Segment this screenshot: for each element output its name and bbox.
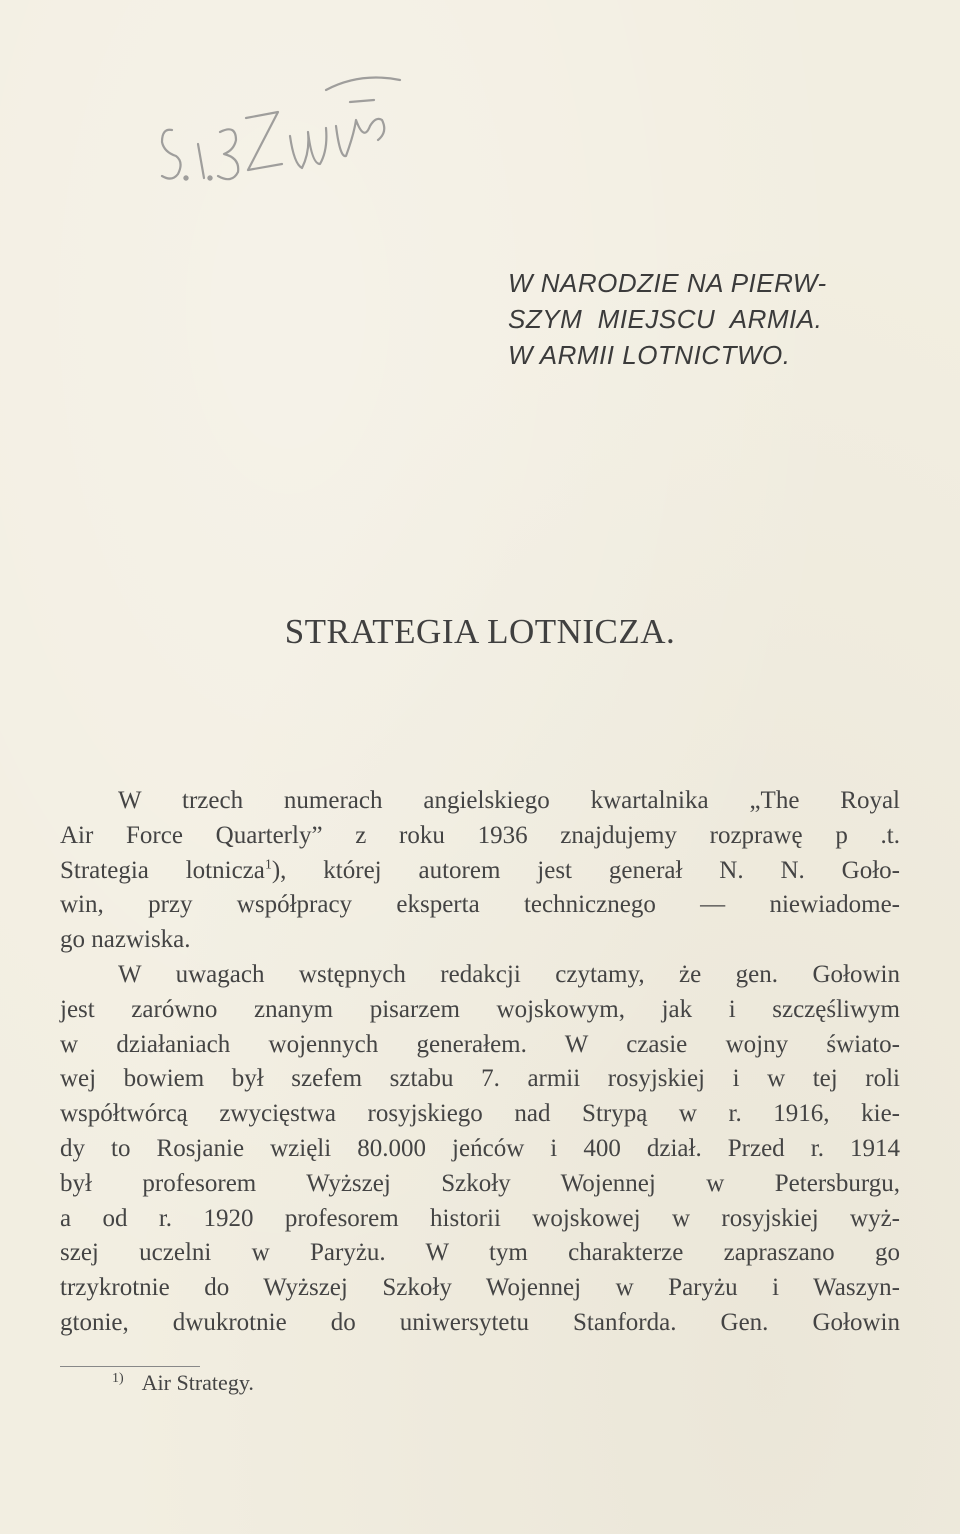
text-fragment: Strategia lotnicza <box>60 856 265 884</box>
chapter-title: STRATEGIA LOTNICZA. <box>284 612 676 651</box>
footnote-marker: 1) <box>112 1370 124 1386</box>
text-line: W trzech numerach angielskiego kwartalnika „The Royal <box>118 787 900 814</box>
text-line: gtonie, dwukrotnie do uniwersytetu Stanforda. Gen. Gołowin <box>60 1308 900 1336</box>
text-line: win, przy współpracy eksperta technicznego — niewiadome- <box>60 891 900 919</box>
paragraph <box>60 958 900 1341</box>
text-line: Air Force Quarterly” z roku 1936 znajdujemy rozprawę p .t. <box>60 821 900 849</box>
text-line: wej bowiem był szefem sztabu 7. armii rosyjskiej i w tej roli <box>60 1065 900 1093</box>
handwritten-annotation <box>150 60 410 200</box>
text-line: go nazwiska. <box>60 926 191 954</box>
footnote <box>112 1370 254 1396</box>
text-line: trzykrotnie do Wyższej Szkoły Wojennej w Paryżu i Waszyn- <box>60 1274 900 1302</box>
epigraph-line: W ARMII LOTNICTWO. <box>508 340 791 370</box>
text-line: szej uczelni w Paryżu. W tym charakterze zapraszano go <box>60 1239 900 1267</box>
footnote-reference: 1 <box>264 857 272 873</box>
text-line: a od r. 1920 profesorem historii wojskowej w rosyjskiej wyż- <box>60 1204 900 1232</box>
text-line: dy to Rosjanie wzięli 80.000 jeńców i 400 dział. Przed r. 1914 <box>60 1134 900 1162</box>
text-line: w działaniach wojennych generałem. W czasie wojny świato- <box>60 1030 900 1058</box>
paragraph <box>60 784 900 958</box>
epigraph-line: SZYM MIEJSCU ARMIA. <box>508 304 823 334</box>
text-line: współtwórcą zwycięstwa rosyjskiego nad Strypą w r. 1916, kie- <box>60 1100 900 1128</box>
epigraph <box>508 265 908 373</box>
footnote-text: Air Strategy. <box>141 1370 254 1395</box>
footnote-divider <box>60 1366 200 1367</box>
epigraph-line: W NARODZIE NA PIERW- <box>508 268 827 298</box>
text-line: W uwagach wstępnych redakcji czytamy, że gen. Gołowin <box>118 960 900 988</box>
body-text <box>60 784 900 1341</box>
text-fragment: ), której autorem jest generał N. N. Goło- <box>271 856 900 884</box>
text-line: jest zarówno znanym pisarzem wojskowym, jak i szczęśliwym <box>60 995 900 1023</box>
text-line: był profesorem Wyższej Szkoły Wojennej w Petersburgu, <box>60 1169 900 1197</box>
text-line <box>60 854 900 889</box>
